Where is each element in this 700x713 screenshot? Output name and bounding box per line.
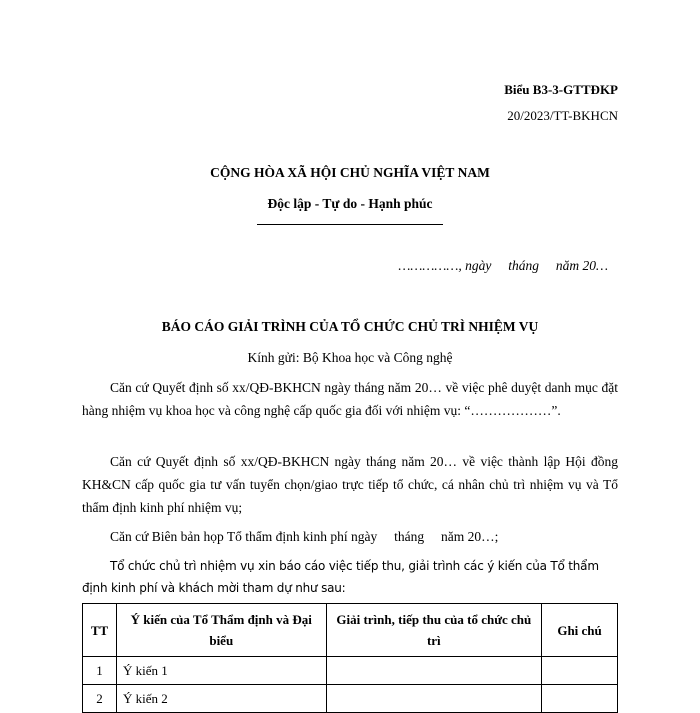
- row-response: [326, 657, 542, 685]
- form-code: Biểu B3-3-GTTĐKP: [504, 82, 618, 97]
- table-header-row: [83, 604, 618, 657]
- col-header-note: Ghi chú: [542, 604, 618, 657]
- col-header-opinion: Ý kiến của Tổ Thẩm định và Đại biểu: [116, 604, 326, 657]
- row-opinion: Ý kiến 1: [116, 657, 326, 685]
- row-note: [542, 685, 618, 713]
- opinion-table: [82, 603, 618, 713]
- row-opinion: Ý kiến 2: [116, 685, 326, 713]
- table-row: [83, 657, 618, 685]
- place-date-line: ……………, ngày tháng năm 20…: [398, 258, 608, 273]
- country-name: CỘNG HÒA XÃ HỘI CHỦ NGHĨA VIỆT NAM: [210, 165, 490, 180]
- national-motto: Độc lập - Tự do - Hạnh phúc: [267, 196, 433, 211]
- col-header-response: Giải trình, tiếp thu của tổ chức chủ trì: [326, 604, 542, 657]
- row-note: [542, 657, 618, 685]
- circular-number: 20/2023/TT-BKHCN: [507, 108, 618, 123]
- motto-underline: [257, 224, 443, 225]
- basis-paragraph-3: Căn cứ Biên bản họp Tổ thẩm định kinh phí ngày tháng năm 20…;: [110, 529, 499, 544]
- basis-paragraph-1: Căn cứ Quyết định số xx/QĐ-BKHCN ngày tháng năm 20… về việc phê duyệt danh mục đặt hàng nhiệm vụ khoa học và công nghệ cấp quốc gia đối với nhiệm vụ: “………………”.: [82, 380, 618, 418]
- row-tt: 2: [83, 685, 117, 713]
- col-header-tt: TT: [83, 604, 117, 657]
- row-response: [326, 685, 542, 713]
- table-row: [83, 685, 618, 713]
- basis-paragraph-2: Căn cứ Quyết định số xx/QĐ-BKHCN ngày tháng năm 20… về việc thành lập Hội đồng KH&CN cấp quốc gia tư vấn tuyển chọn/giao trực tiếp tổ chức, cá nhân chủ trì nhiệm vụ và Tổ thẩm định kinh phí nhiệm vụ;: [82, 454, 618, 515]
- recipient-line: Kính gửi: Bộ Khoa học và Công nghệ: [247, 350, 453, 365]
- report-title: BÁO CÁO GIẢI TRÌNH CỦA TỔ CHỨC CHỦ TRÌ NHIỆM VỤ: [161, 319, 539, 334]
- intro-note: Tổ chức chủ trì nhiệm vụ xin báo cáo việc tiếp thu, giải trình các ý kiến của Tổ thẩm định kinh phí và khách mời tham dự như sau:: [82, 559, 599, 595]
- row-tt: 1: [83, 657, 117, 685]
